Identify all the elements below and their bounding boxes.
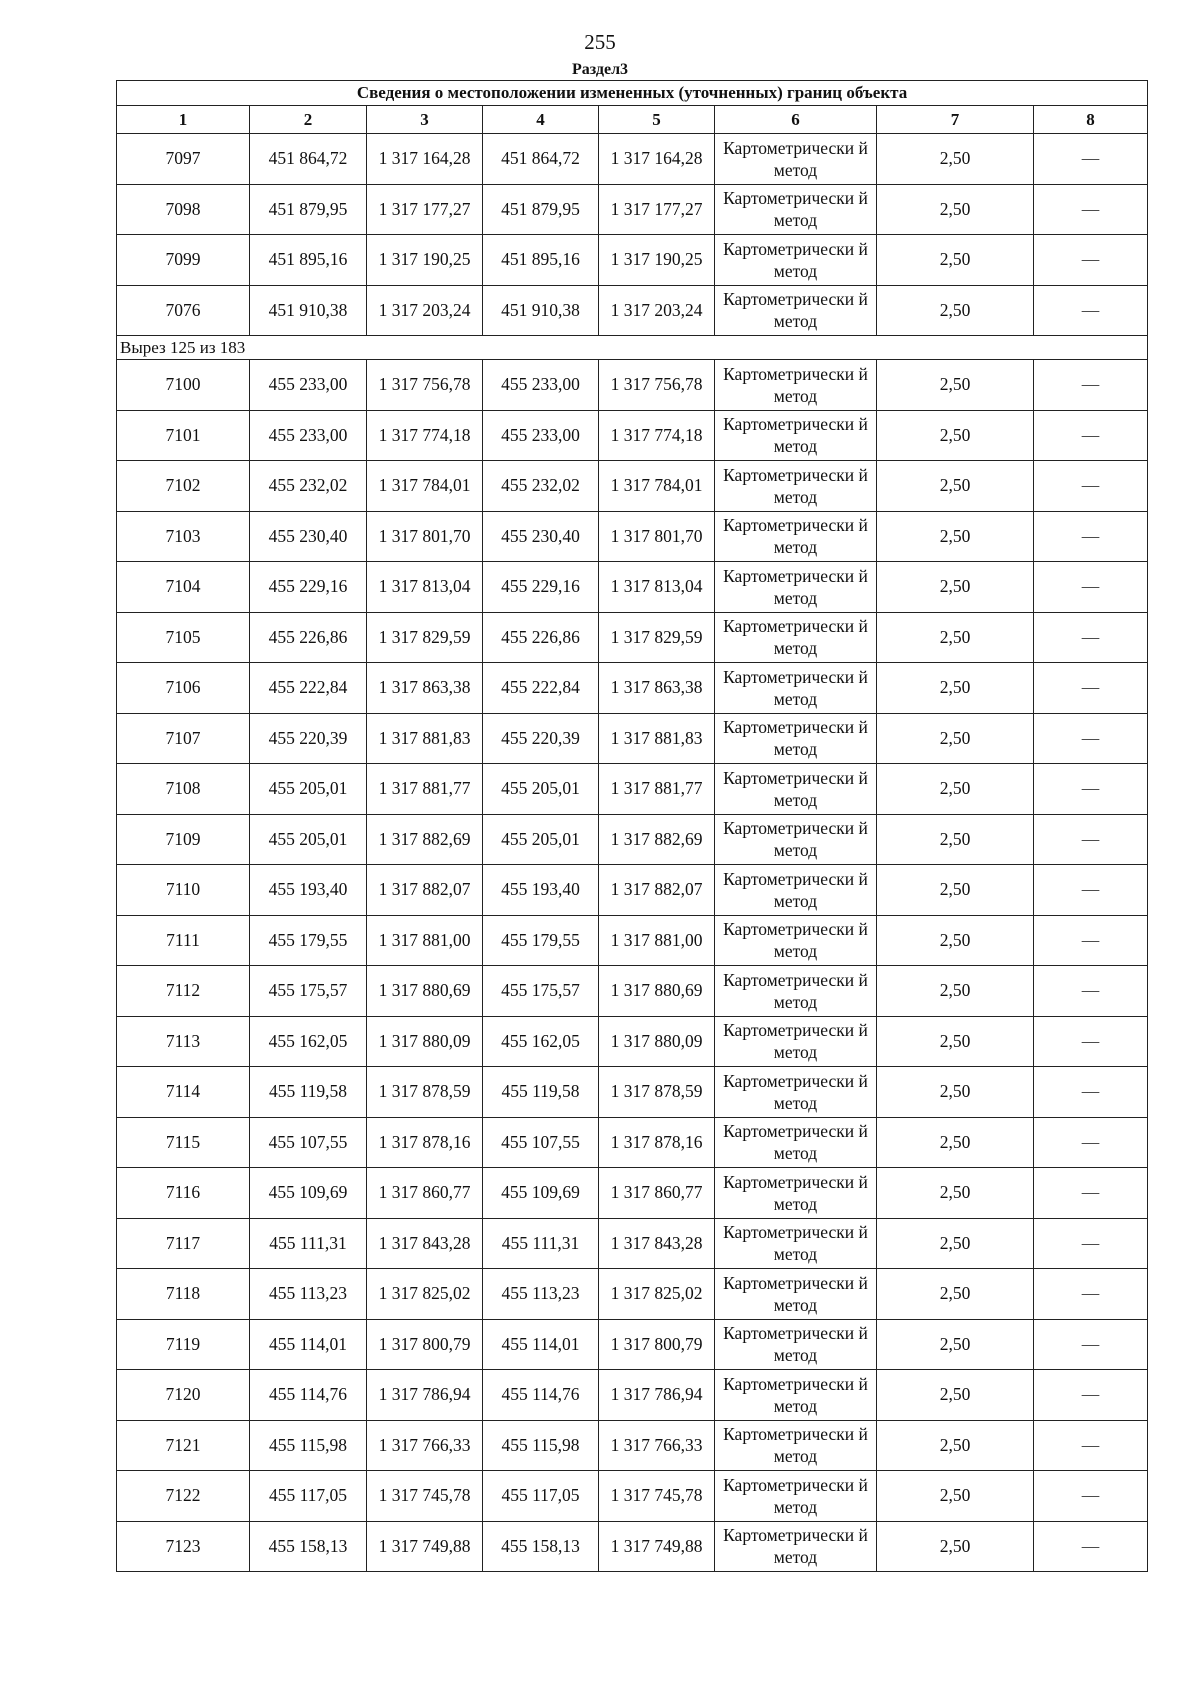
table-cell-col-5: 1 317 843,28 <box>599 1218 715 1269</box>
table-cell-col-1: 7107 <box>117 713 250 764</box>
table-cell-col-6: Картометрически й метод <box>715 966 877 1017</box>
column-header-2: 2 <box>250 106 367 134</box>
table-cell-col-3: 1 317 774,18 <box>367 410 483 461</box>
table-cell-col-3: 1 317 766,33 <box>367 1420 483 1471</box>
table-cell-col-1: 7104 <box>117 562 250 613</box>
table-cell-col-5: 1 317 801,70 <box>599 511 715 562</box>
table-cell-col-5: 1 317 800,79 <box>599 1319 715 1370</box>
table-cell-col-1: 7102 <box>117 461 250 512</box>
table-cell-col-4: 455 220,39 <box>483 713 599 764</box>
table-cell-col-2: 455 158,13 <box>250 1521 367 1572</box>
table-row <box>117 1117 1148 1168</box>
table-cell-col-2: 455 205,01 <box>250 814 367 865</box>
table-row <box>117 461 1148 512</box>
table-cell-col-7: 2,50 <box>877 1269 1034 1320</box>
table-cell-col-2: 455 162,05 <box>250 1016 367 1067</box>
table-cell-col-7: 2,50 <box>877 1521 1034 1572</box>
table-cell-col-2: 455 111,31 <box>250 1218 367 1269</box>
table-cell-col-2: 455 114,76 <box>250 1370 367 1421</box>
table-cell-col-1: 7122 <box>117 1471 250 1522</box>
table-cell-col-1: 7121 <box>117 1420 250 1471</box>
table-cell-col-8: — <box>1034 1067 1148 1118</box>
table-cell-col-2: 455 193,40 <box>250 865 367 916</box>
table-cell-col-8: — <box>1034 511 1148 562</box>
table-cell-col-2: 455 226,86 <box>250 612 367 663</box>
column-header-1: 1 <box>117 106 250 134</box>
table-cell-col-6: Картометрически й метод <box>715 1067 877 1118</box>
table-cell-col-5: 1 317 881,83 <box>599 713 715 764</box>
table-row <box>117 360 1148 411</box>
table-cell-col-4: 455 107,55 <box>483 1117 599 1168</box>
table-row <box>117 966 1148 1017</box>
table-cell-col-7: 2,50 <box>877 612 1034 663</box>
table-cell-col-6: Картометрически й метод <box>715 814 877 865</box>
table-cell-col-4: 451 879,95 <box>483 184 599 235</box>
table-cell-col-5: 1 317 749,88 <box>599 1521 715 1572</box>
table-row <box>117 814 1148 865</box>
table-cell-col-4: 455 114,01 <box>483 1319 599 1370</box>
table-cell-col-8: — <box>1034 562 1148 613</box>
table-cell-col-6: Картометрически й метод <box>715 285 877 336</box>
table-cell-col-5: 1 317 860,77 <box>599 1168 715 1219</box>
table-cell-col-2: 455 179,55 <box>250 915 367 966</box>
table-row <box>117 764 1148 815</box>
table-cell-col-2: 455 175,57 <box>250 966 367 1017</box>
table-cell-col-6: Картометрически й метод <box>715 663 877 714</box>
table-cell-col-4: 455 205,01 <box>483 764 599 815</box>
table-cell-col-6: Картометрически й метод <box>715 865 877 916</box>
table-cell-col-5: 1 317 882,69 <box>599 814 715 865</box>
table-cell-col-7: 2,50 <box>877 1218 1034 1269</box>
table-cell-col-4: 455 233,00 <box>483 360 599 411</box>
table-cell-col-7: 2,50 <box>877 966 1034 1017</box>
table-cell-col-8: — <box>1034 663 1148 714</box>
table-cell-col-7: 2,50 <box>877 1420 1034 1471</box>
table-cell-col-4: 455 162,05 <box>483 1016 599 1067</box>
column-header-5: 5 <box>599 106 715 134</box>
table-cell-col-1: 7114 <box>117 1067 250 1118</box>
table-cell-col-6: Картометрически й метод <box>715 184 877 235</box>
table-cell-col-2: 455 229,16 <box>250 562 367 613</box>
table-cell-col-3: 1 317 829,59 <box>367 612 483 663</box>
table-cell-col-3: 1 317 801,70 <box>367 511 483 562</box>
table-cell-col-5: 1 317 766,33 <box>599 1420 715 1471</box>
table-cell-col-2: 451 879,95 <box>250 184 367 235</box>
table-cell-col-8: — <box>1034 713 1148 764</box>
table-cell-col-6: Картометрически й метод <box>715 1471 877 1522</box>
table-row <box>117 1471 1148 1522</box>
table-cell-col-3: 1 317 863,38 <box>367 663 483 714</box>
table-cell-col-4: 455 113,23 <box>483 1269 599 1320</box>
table-cell-col-8: — <box>1034 134 1148 185</box>
table-cell-col-5: 1 317 164,28 <box>599 134 715 185</box>
table-cell-col-7: 2,50 <box>877 1471 1034 1522</box>
table-cell-col-1: 7112 <box>117 966 250 1017</box>
table-row <box>117 235 1148 286</box>
table-cell-col-6: Картометрически й метод <box>715 562 877 613</box>
table-cell-col-4: 455 109,69 <box>483 1168 599 1219</box>
table-body <box>117 134 1148 1572</box>
table-cell-col-8: — <box>1034 814 1148 865</box>
table-cell-col-8: — <box>1034 1521 1148 1572</box>
section-row <box>117 336 1148 360</box>
table-cell-col-3: 1 317 878,59 <box>367 1067 483 1118</box>
table-cell-col-1: 7108 <box>117 764 250 815</box>
table-cell-col-1: 7103 <box>117 511 250 562</box>
table-cell-col-7: 2,50 <box>877 1319 1034 1370</box>
table-cell-col-1: 7101 <box>117 410 250 461</box>
table-cell-col-6: Картометрически й метод <box>715 713 877 764</box>
coordinates-table <box>116 80 1148 1572</box>
table-cell-col-2: 455 205,01 <box>250 764 367 815</box>
table-cell-col-8: — <box>1034 1319 1148 1370</box>
table-cell-col-4: 455 222,84 <box>483 663 599 714</box>
table-cell-col-8: — <box>1034 235 1148 286</box>
table-cell-col-1: 7099 <box>117 235 250 286</box>
table-cell-col-7: 2,50 <box>877 1370 1034 1421</box>
table-cell-col-3: 1 317 784,01 <box>367 461 483 512</box>
table-cell-col-6: Картометрически й метод <box>715 1168 877 1219</box>
table-row <box>117 713 1148 764</box>
table-cell-col-8: — <box>1034 1117 1148 1168</box>
table-cell-col-7: 2,50 <box>877 1067 1034 1118</box>
table-cell-col-5: 1 317 813,04 <box>599 562 715 613</box>
table-cell-col-5: 1 317 863,38 <box>599 663 715 714</box>
table-cell-col-2: 455 113,23 <box>250 1269 367 1320</box>
table-cell-col-1: 7115 <box>117 1117 250 1168</box>
table-cell-col-8: — <box>1034 612 1148 663</box>
table-cell-col-1: 7097 <box>117 134 250 185</box>
table-cell-col-1: 7123 <box>117 1521 250 1572</box>
table-cell-col-1: 7117 <box>117 1218 250 1269</box>
table-cell-col-6: Картометрически й метод <box>715 360 877 411</box>
table-cell-col-4: 455 230,40 <box>483 511 599 562</box>
column-header-3: 3 <box>367 106 483 134</box>
table-cell-col-8: — <box>1034 1370 1148 1421</box>
table-cell-col-2: 455 232,02 <box>250 461 367 512</box>
table-cell-col-6: Картометрически й метод <box>715 1370 877 1421</box>
table-cell-col-1: 7109 <box>117 814 250 865</box>
table-cell-col-6: Картометрически й метод <box>715 461 877 512</box>
section-title: Раздел3 <box>571 61 629 78</box>
table-cell-col-3: 1 317 825,02 <box>367 1269 483 1320</box>
table-cell-col-5: 1 317 774,18 <box>599 410 715 461</box>
table-cell-col-5: 1 317 190,25 <box>599 235 715 286</box>
table-cell-col-7: 2,50 <box>877 915 1034 966</box>
table-cell-col-3: 1 317 786,94 <box>367 1370 483 1421</box>
table-cell-col-7: 2,50 <box>877 713 1034 764</box>
table-cell-col-1: 7098 <box>117 184 250 235</box>
table-cell-col-1: 7113 <box>117 1016 250 1067</box>
table-cell-col-6: Картометрически й метод <box>715 915 877 966</box>
table-cell-col-8: — <box>1034 1269 1148 1320</box>
table-cell-col-4: 451 864,72 <box>483 134 599 185</box>
table-row <box>117 184 1148 235</box>
table-cell-col-3: 1 317 813,04 <box>367 562 483 613</box>
table-cell-col-7: 2,50 <box>877 1168 1034 1219</box>
table-cell-col-2: 451 895,16 <box>250 235 367 286</box>
table-cell-col-4: 455 193,40 <box>483 865 599 916</box>
table-row <box>117 865 1148 916</box>
table-cell-col-2: 455 220,39 <box>250 713 367 764</box>
table-cell-col-5: 1 317 829,59 <box>599 612 715 663</box>
table-cell-col-6: Картометрически й метод <box>715 1420 877 1471</box>
table-cell-col-6: Картометрически й метод <box>715 134 877 185</box>
table-cell-col-2: 455 114,01 <box>250 1319 367 1370</box>
table-cell-col-1: 7118 <box>117 1269 250 1320</box>
table-cell-col-3: 1 317 882,07 <box>367 865 483 916</box>
table-cell-col-8: — <box>1034 1471 1148 1522</box>
table-row <box>117 134 1148 185</box>
table-cell-col-5: 1 317 825,02 <box>599 1269 715 1320</box>
table-row <box>117 915 1148 966</box>
table-cell-col-2: 455 107,55 <box>250 1117 367 1168</box>
table-cell-col-3: 1 317 880,69 <box>367 966 483 1017</box>
table-cell-col-8: — <box>1034 915 1148 966</box>
table-cell-col-5: 1 317 756,78 <box>599 360 715 411</box>
table-cell-col-6: Картометрически й метод <box>715 235 877 286</box>
table-cell-col-6: Картометрически й метод <box>715 764 877 815</box>
table-cell-col-3: 1 317 164,28 <box>367 134 483 185</box>
table-cell-col-4: 455 114,76 <box>483 1370 599 1421</box>
table-cell-col-7: 2,50 <box>877 663 1034 714</box>
table-cell-col-4: 455 229,16 <box>483 562 599 613</box>
table-row <box>117 1521 1148 1572</box>
table-row <box>117 1319 1148 1370</box>
table-cell-col-6: Картометрически й метод <box>715 1269 877 1320</box>
table-row <box>117 1269 1148 1320</box>
table-cell-col-6: Картометрически й метод <box>715 511 877 562</box>
table-cell-col-7: 2,50 <box>877 1117 1034 1168</box>
table-cell-col-4: 455 119,58 <box>483 1067 599 1118</box>
table-cell-col-3: 1 317 745,78 <box>367 1471 483 1522</box>
table-cell-col-1: 7105 <box>117 612 250 663</box>
table-cell-col-8: — <box>1034 1168 1148 1219</box>
table-cell-col-8: — <box>1034 1420 1148 1471</box>
table-cell-col-3: 1 317 881,77 <box>367 764 483 815</box>
table-cell-col-6: Картометрически й метод <box>715 410 877 461</box>
table-cell-col-2: 455 233,00 <box>250 360 367 411</box>
table-cell-col-3: 1 317 881,83 <box>367 713 483 764</box>
table-cell-col-8: — <box>1034 865 1148 916</box>
table-row <box>117 562 1148 613</box>
table-cell-col-7: 2,50 <box>877 511 1034 562</box>
table-row <box>117 1016 1148 1067</box>
table-cell-col-2: 455 233,00 <box>250 410 367 461</box>
table-cell-col-3: 1 317 190,25 <box>367 235 483 286</box>
table-cell-col-1: 7110 <box>117 865 250 916</box>
table-cell-col-1: 7120 <box>117 1370 250 1421</box>
table-cell-col-6: Картометрически й метод <box>715 1521 877 1572</box>
column-header-7: 7 <box>877 106 1034 134</box>
table-cell-col-3: 1 317 756,78 <box>367 360 483 411</box>
table-cell-col-6: Картометрически й метод <box>715 1016 877 1067</box>
table-cell-col-8: — <box>1034 285 1148 336</box>
table-cell-col-3: 1 317 177,27 <box>367 184 483 235</box>
table-cell-col-3: 1 317 880,09 <box>367 1016 483 1067</box>
table-cell-col-1: 7106 <box>117 663 250 714</box>
table-row <box>117 1067 1148 1118</box>
table-cell-col-1: 7116 <box>117 1168 250 1219</box>
table-cell-col-5: 1 317 177,27 <box>599 184 715 235</box>
table-cell-col-4: 451 895,16 <box>483 235 599 286</box>
table-cell-col-7: 2,50 <box>877 360 1034 411</box>
table-cell-col-7: 2,50 <box>877 235 1034 286</box>
table-cell-col-5: 1 317 786,94 <box>599 1370 715 1421</box>
table-cell-col-1: 7100 <box>117 360 250 411</box>
table-cell-col-2: 455 230,40 <box>250 511 367 562</box>
table-cell-col-4: 455 115,98 <box>483 1420 599 1471</box>
table-cell-col-4: 455 175,57 <box>483 966 599 1017</box>
column-header-row <box>117 106 1148 134</box>
table-cell-col-2: 451 864,72 <box>250 134 367 185</box>
page-number: 255 <box>584 30 616 54</box>
table-cell-col-2: 455 119,58 <box>250 1067 367 1118</box>
table-cell-col-8: — <box>1034 410 1148 461</box>
table-cell-col-5: 1 317 203,24 <box>599 285 715 336</box>
table-cell-col-3: 1 317 800,79 <box>367 1319 483 1370</box>
table-cell-col-7: 2,50 <box>877 1016 1034 1067</box>
table-cell-col-6: Картометрически й метод <box>715 1319 877 1370</box>
table-cell-col-8: — <box>1034 1016 1148 1067</box>
table-cell-col-7: 2,50 <box>877 814 1034 865</box>
column-header-4: 4 <box>483 106 599 134</box>
table-row <box>117 1370 1148 1421</box>
table-cell-col-7: 2,50 <box>877 410 1034 461</box>
table-cell-col-5: 1 317 745,78 <box>599 1471 715 1522</box>
table-cell-col-7: 2,50 <box>877 184 1034 235</box>
table-row <box>117 410 1148 461</box>
table-cell-col-7: 2,50 <box>877 285 1034 336</box>
table-cell-col-5: 1 317 784,01 <box>599 461 715 512</box>
table-cell-col-3: 1 317 860,77 <box>367 1168 483 1219</box>
table-cell-col-7: 2,50 <box>877 562 1034 613</box>
column-header-8: 8 <box>1034 106 1148 134</box>
table-cell-col-8: — <box>1034 966 1148 1017</box>
table-cell-col-6: Картометрически й метод <box>715 1117 877 1168</box>
table-cell-col-3: 1 317 882,69 <box>367 814 483 865</box>
table-cell-col-7: 2,50 <box>877 134 1034 185</box>
table-cell-col-5: 1 317 881,77 <box>599 764 715 815</box>
section-label: Вырез 125 из 183 <box>117 336 1148 360</box>
table-cell-col-7: 2,50 <box>877 865 1034 916</box>
table-cell-col-4: 455 117,05 <box>483 1471 599 1522</box>
table-cell-col-5: 1 317 882,07 <box>599 865 715 916</box>
table-cell-col-8: — <box>1034 461 1148 512</box>
table-cell-col-5: 1 317 881,00 <box>599 915 715 966</box>
table-cell-col-4: 455 179,55 <box>483 915 599 966</box>
table-cell-col-4: 455 158,13 <box>483 1521 599 1572</box>
table-cell-col-4: 455 226,86 <box>483 612 599 663</box>
table-cell-col-2: 451 910,38 <box>250 285 367 336</box>
table-cell-col-4: 455 233,00 <box>483 410 599 461</box>
table-cell-col-3: 1 317 203,24 <box>367 285 483 336</box>
table-row <box>117 663 1148 714</box>
table-cell-col-8: — <box>1034 360 1148 411</box>
table-cell-col-8: — <box>1034 764 1148 815</box>
table-cell-col-4: 455 205,01 <box>483 814 599 865</box>
table-cell-col-4: 455 111,31 <box>483 1218 599 1269</box>
table-cell-col-8: — <box>1034 184 1148 235</box>
table-cell-col-2: 455 222,84 <box>250 663 367 714</box>
table-cell-col-6: Картометрически й метод <box>715 1218 877 1269</box>
column-header-6: 6 <box>715 106 877 134</box>
table-row <box>117 285 1148 336</box>
table-row <box>117 1218 1148 1269</box>
table-cell-col-5: 1 317 880,09 <box>599 1016 715 1067</box>
table-cell-col-8: — <box>1034 1218 1148 1269</box>
table-cell-col-7: 2,50 <box>877 461 1034 512</box>
table-cell-col-6: Картометрически й метод <box>715 612 877 663</box>
table-cell-col-7: 2,50 <box>877 764 1034 815</box>
table-cell-col-1: 7111 <box>117 915 250 966</box>
table-cell-col-2: 455 117,05 <box>250 1471 367 1522</box>
table-cell-col-1: 7076 <box>117 285 250 336</box>
table-cell-col-2: 455 109,69 <box>250 1168 367 1219</box>
table-cell-col-2: 455 115,98 <box>250 1420 367 1471</box>
table-cell-col-3: 1 317 749,88 <box>367 1521 483 1572</box>
table-cell-col-3: 1 317 878,16 <box>367 1117 483 1168</box>
table-row <box>117 1420 1148 1471</box>
table-cell-col-4: 455 232,02 <box>483 461 599 512</box>
table-cell-col-5: 1 317 880,69 <box>599 966 715 1017</box>
table-cell-col-5: 1 317 878,16 <box>599 1117 715 1168</box>
table-cell-col-5: 1 317 878,59 <box>599 1067 715 1118</box>
table-cell-col-4: 451 910,38 <box>483 285 599 336</box>
table-cell-col-3: 1 317 881,00 <box>367 915 483 966</box>
table-cell-col-3: 1 317 843,28 <box>367 1218 483 1269</box>
table-row <box>117 612 1148 663</box>
table-caption: Сведения о местоположении измененных (уточненных) границ объекта <box>117 81 1148 106</box>
table-cell-col-1: 7119 <box>117 1319 250 1370</box>
table-row <box>117 511 1148 562</box>
table-row <box>117 1168 1148 1219</box>
